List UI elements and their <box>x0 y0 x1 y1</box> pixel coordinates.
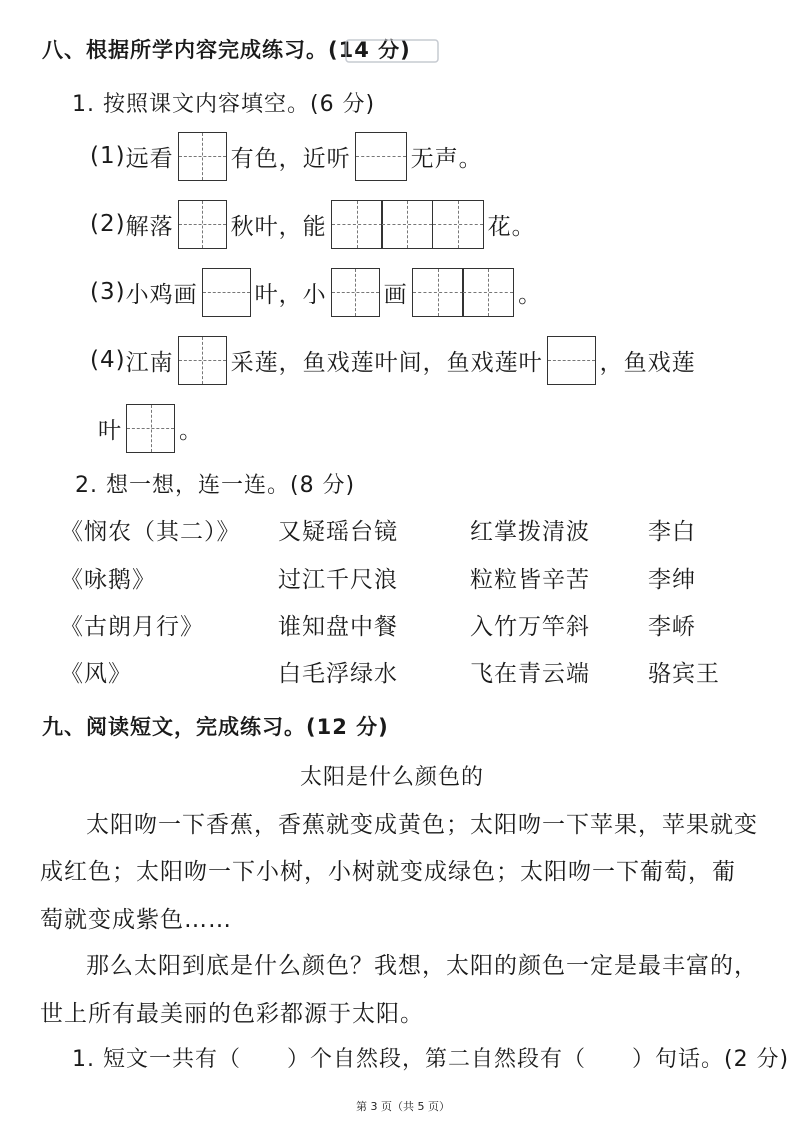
answer-grid[interactable] <box>355 132 407 181</box>
page-footer: 第 3 页（共 5 页） <box>356 1100 450 1113</box>
item-text: 采莲，鱼戏莲叶间，鱼戏莲叶 <box>230 349 543 376</box>
fill-item-3 <box>90 266 542 318</box>
passage-title: 太阳是什么颜色的 <box>300 765 485 790</box>
item-text: 无声。 <box>410 145 483 172</box>
match-col3-2[interactable]: 入竹万竿斜 <box>470 614 590 640</box>
fill-item-4 <box>90 334 696 386</box>
answer-grid[interactable] <box>331 200 484 249</box>
s9-q1: 1. 短文一共有（ ）个自然段，第二自然段有（ ）句话。(2 分) <box>72 1047 790 1072</box>
match-col2-1[interactable]: 过江千尺浪 <box>278 567 398 593</box>
item-label: (3) <box>90 279 126 305</box>
fill-item-1 <box>90 130 483 182</box>
fill-item-2 <box>90 198 536 250</box>
item-text: 叶 <box>98 417 122 444</box>
match-col3-0[interactable]: 红掌拨清波 <box>470 519 590 545</box>
q1-title: 1. 按照课文内容填空。(6 分) <box>72 92 376 117</box>
match-col2-3[interactable]: 白毛浮绿水 <box>278 661 398 687</box>
item-text: 秋叶，能 <box>230 213 327 240</box>
match-col1-0[interactable]: 《悯农（其二）》 <box>60 519 241 545</box>
passage-line-5: 世上所有最美丽的色彩都源于太阳。 <box>40 1001 424 1027</box>
item-text: 画 <box>383 281 408 308</box>
item-text: 。 <box>518 281 543 308</box>
passage-line-1: 太阳吻一下香蕉，香蕉就变成黄色；太阳吻一下苹果，苹果就变 <box>86 812 758 838</box>
answer-grid[interactable] <box>331 268 380 317</box>
fill-item-4-cont <box>98 402 203 454</box>
watermark-stamp-graphic <box>345 38 440 64</box>
passage-line-3: 萄就变成紫色…… <box>40 907 232 933</box>
passage-line-2: 成红色；太阳吻一下小树，小树就变成绿色；太阳吻一下葡萄，葡 <box>40 859 736 885</box>
match-col1-1[interactable]: 《咏鹅》 <box>60 567 156 593</box>
section-8-title: 八、根据所学内容完成练习。(14 分) <box>42 38 411 62</box>
match-col3-3[interactable]: 飞在青云端 <box>470 661 590 687</box>
passage-line-4: 那么太阳到底是什么颜色？我想，太阳的颜色一定是最丰富的， <box>86 953 758 979</box>
item-text: 叶，小 <box>254 281 327 308</box>
answer-grid[interactable] <box>178 200 227 249</box>
item-text: 江南 <box>125 349 174 376</box>
item-label: (4) <box>90 347 126 373</box>
match-col3-1[interactable]: 粒粒皆辛苦 <box>470 567 590 593</box>
answer-grid[interactable] <box>178 336 227 385</box>
q2-title: 2. 想一想，连一连。(8 分) <box>75 473 356 498</box>
item-label: (2) <box>90 211 126 237</box>
answer-grid[interactable] <box>202 268 251 317</box>
match-col2-0[interactable]: 又疑瑶台镜 <box>278 519 398 545</box>
match-col4-1[interactable]: 李绅 <box>648 567 696 593</box>
answer-grid[interactable] <box>547 336 596 385</box>
match-col2-2[interactable]: 谁知盘中餐 <box>278 614 398 640</box>
item-text: 有色，近听 <box>230 145 351 172</box>
answer-grid[interactable] <box>126 404 175 453</box>
match-col4-3[interactable]: 骆宾王 <box>648 661 720 687</box>
match-col4-0[interactable]: 李白 <box>648 519 696 545</box>
section-9-title: 九、阅读短文，完成练习。(12 分) <box>42 715 389 739</box>
item-text: 解落 <box>125 213 174 240</box>
answer-grid[interactable] <box>178 132 227 181</box>
watermark-stamp <box>345 38 440 68</box>
item-text: 花。 <box>487 213 536 240</box>
item-text: 远看 <box>125 145 174 172</box>
answer-grid[interactable] <box>412 268 515 317</box>
item-text: ，鱼戏莲 <box>599 349 696 376</box>
item-text: 小鸡画 <box>125 281 198 308</box>
match-col4-2[interactable]: 李峤 <box>648 614 696 640</box>
match-col1-2[interactable]: 《古朗月行》 <box>60 614 204 640</box>
item-text: 。 <box>179 417 203 444</box>
match-col1-3[interactable]: 《风》 <box>60 661 132 687</box>
item-label: (1) <box>90 143 126 169</box>
